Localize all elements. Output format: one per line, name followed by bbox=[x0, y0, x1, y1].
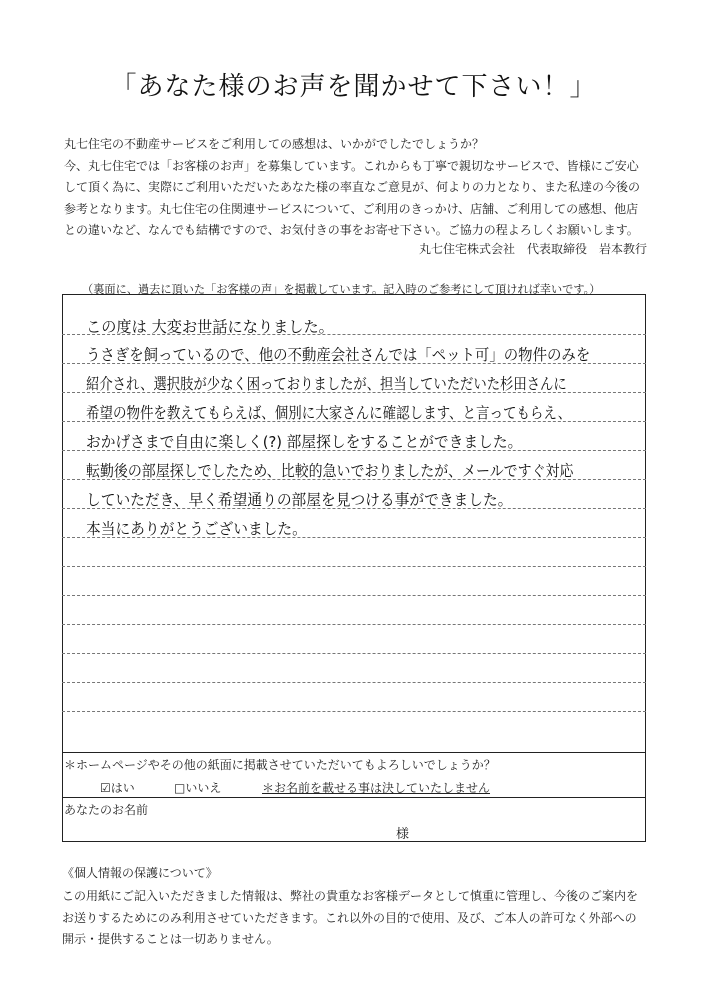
divider bbox=[62, 797, 646, 798]
divider bbox=[62, 752, 646, 753]
handwritten-line: 希望の物件を教えてもらえば、個別に大家さんに確認します、と言ってもらえ、 bbox=[86, 404, 572, 422]
privacy-line: この用紙にご記入いただきました情報は、弊社の貴重なお客様データとして慎重に管理し、今後のご案内を bbox=[62, 889, 639, 903]
ruled-line bbox=[62, 682, 646, 683]
privacy-text bbox=[62, 886, 662, 951]
intro-text bbox=[64, 134, 654, 242]
intro-line: 丸七住宅の不動産サービスをご利用しての感想は、いかがでしたでしょうか？ bbox=[64, 137, 485, 151]
reference-note: （裏面に、過去に頂いた「お客様の声」を掲載しています。記入時のご参考にして頂ければ幸いです。） bbox=[82, 283, 601, 296]
handwritten-line: 転勤後の部屋探しでしたため、比較的急いでおりましたが、メールですぐ対応 bbox=[86, 462, 574, 480]
handwritten-line: うさぎを飼っているので、他の不動産会社さんでは「ペット可」の物件のみを bbox=[86, 346, 591, 364]
consent-no-checkbox[interactable]: □いいえ bbox=[174, 781, 222, 795]
intro-line: して頂く為に、実際にご利用いただいたあなた様の率直なご意見が、何よりの力となり、また私達の今後の bbox=[64, 180, 641, 194]
privacy-line: 開示・提供することは一切ありません。 bbox=[62, 932, 279, 946]
handwritten-line: 紹介され、選択肢が少なく困っておりましたが、担当していただいた杉田さんに bbox=[86, 375, 567, 393]
ruled-line bbox=[62, 624, 646, 625]
name-honorific: 様 bbox=[396, 827, 410, 842]
handwritten-line: 本当にありがとうございました。 bbox=[86, 520, 307, 538]
intro-line: との違いなど、なんでも結構ですので、お気付きの事をお寄せ下さい。ご協力の程よろしくお願いします。 bbox=[64, 223, 639, 237]
signature: 丸七住宅株式会社 代表取締役 岩本教行 bbox=[418, 242, 647, 256]
name-not-published-note: ＊お名前を載せる事は決していたしません bbox=[262, 781, 491, 795]
name-field-label: あなたのお名前 bbox=[64, 803, 149, 817]
handwritten-line: おかげさまで自由に楽しく(?) 部屋探しをすることができました。 bbox=[86, 433, 523, 451]
consent-question: ＊ホームページやその他の紙面に掲載させていただいてもよろしいでしょうか？ bbox=[64, 758, 496, 772]
privacy-line: お送りするためにのみ利用させていただきます。これ以外の目的で使用、及び、ご本人の許可なく外部への bbox=[62, 910, 637, 925]
ruled-line bbox=[62, 595, 646, 596]
consent-yes-checkbox[interactable]: ☑はい bbox=[100, 781, 135, 795]
ruled-line bbox=[62, 711, 646, 712]
page-title: 「あなた様のお声を聞かせて下さい！」 bbox=[110, 72, 597, 102]
ruled-line bbox=[62, 653, 646, 654]
handwritten-line: この度は 大変お世話になりました。 bbox=[86, 318, 334, 336]
handwritten-line: していただき、早く希望通りの部屋を見つける事ができました。 bbox=[86, 491, 513, 509]
privacy-title: 《個人情報の保護について》 bbox=[62, 866, 218, 880]
ruled-line bbox=[62, 566, 646, 567]
intro-line: 参考となります。丸七住宅の住関連サービスについて、ご利用のきっかけ、店舗、ご利用しての感想、他店 bbox=[64, 201, 639, 216]
intro-line: 今、丸七住宅では「お客様のお声」を募集しています。これからも丁寧で親切なサービスで、皆様にご安心 bbox=[64, 158, 639, 173]
